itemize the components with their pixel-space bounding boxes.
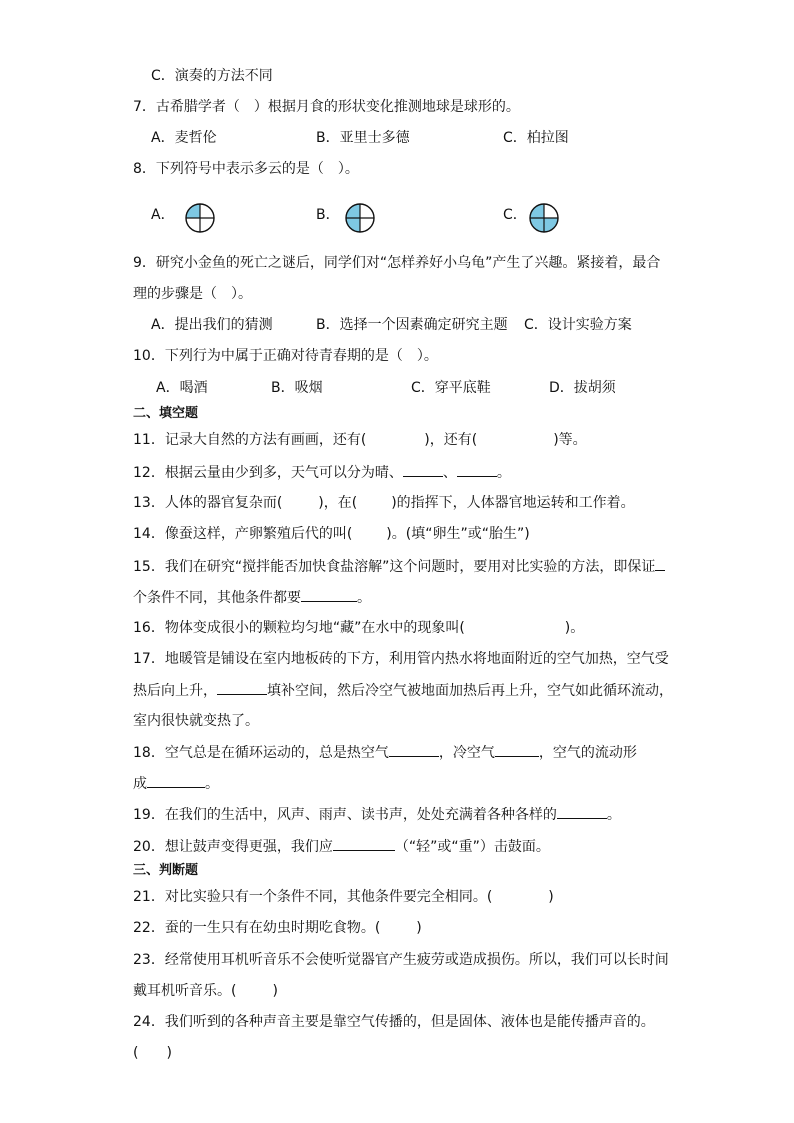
q12-blank-2[interactable]	[457, 462, 497, 477]
q14-part-b: )。(填“卵生”或“胎生”)	[386, 526, 530, 542]
q9-option-a: A．提出我们的猜测	[151, 317, 273, 333]
q18-blank-3[interactable]	[147, 773, 205, 788]
section-title-true-false: 三、判断题	[133, 863, 199, 878]
q12-part-b: 、	[442, 465, 457, 481]
q13-part-c: )的指挥下，人体器官地运转和工作着。	[391, 495, 635, 511]
q7-option-a: A．麦哲伦	[151, 130, 217, 146]
q19-blank[interactable]	[557, 804, 607, 819]
q17-line2	[133, 680, 673, 701]
q15-part-b: 个条件不同，其他条件都要	[133, 590, 301, 606]
q20-part-b: （“轻”或“重”）击鼓面。	[394, 839, 550, 855]
q19-part-a: 19．在我们的生活中，风声、雨声、读书声，处处充满着各种各样的	[133, 807, 557, 823]
q17-part-a: 热后向上升，	[133, 683, 217, 699]
q9-text-line2: 理的步骤是（ ）。	[133, 286, 252, 302]
q10-option-a: A．喝酒	[156, 380, 208, 396]
q12-part-c: 。	[496, 465, 511, 481]
q21	[133, 887, 554, 907]
q14	[133, 524, 530, 544]
q15-blank-1[interactable]	[655, 556, 665, 571]
q11-part-c: )等。	[553, 432, 587, 448]
q20-part-a: 20．想让鼓声变得更强，我们应	[133, 839, 333, 855]
q10-option-d: D．拔胡须	[549, 380, 616, 396]
q11-part-b: )，还有(	[424, 432, 478, 448]
q18-blank-2[interactable]	[495, 742, 539, 757]
q12-part-a: 12．根据云量由少到多，天气可以分为晴、	[133, 465, 403, 481]
cloud-cover-symbol-a	[184, 202, 216, 234]
q19-part-b: 。	[606, 807, 621, 823]
q23-line2	[133, 981, 278, 1001]
q19	[133, 804, 621, 825]
q22-part-b: )	[416, 920, 422, 936]
q15-part-a: 15．我们在研究“搅拌能否加快食盐溶解”这个问题时，要用对比实验的方法，即保证	[133, 559, 656, 575]
q15-part-c: 。	[357, 590, 371, 606]
q13	[133, 493, 635, 513]
q24-part-a: (	[133, 1045, 139, 1061]
q18-blank-1[interactable]	[389, 742, 439, 757]
q10-text: 10．下列行为中属于正确对待青春期的是（ ）。	[133, 348, 438, 364]
q23-line1: 23．经常使用耳机听音乐不会使听觉器官产生疲劳或造成损伤。所以，我们可以长时间	[133, 952, 669, 968]
q20-blank[interactable]	[333, 836, 395, 851]
q20	[133, 836, 550, 857]
q9-option-b: B．选择一个因素确定研究主题	[316, 317, 508, 333]
q9-text-line1: 9．研究小金鱼的死亡之谜后，同学们对“怎样养好小乌龟”产生了兴趣。紧接着，最合	[133, 255, 661, 271]
q13-part-b: )，在(	[318, 495, 358, 511]
q24-line1: 24．我们听到的各种声音主要是靠空气传播的，但是固体、液体也是能传播声音的。	[133, 1014, 655, 1030]
q11	[133, 430, 587, 450]
q9-option-c: C．设计实验方案	[524, 317, 632, 333]
q16	[133, 618, 584, 638]
cloud-cover-symbol-b	[344, 202, 376, 234]
q8-option-c: C．	[503, 207, 527, 223]
q22	[133, 918, 422, 938]
q7-option-c: C．柏拉图	[503, 130, 569, 146]
q18-part-b: ，冷空气	[438, 745, 495, 761]
q10-option-c: C．穿平底鞋	[411, 380, 491, 396]
q10-option-b: B．吸烟	[271, 380, 323, 396]
q24-line2	[133, 1043, 172, 1063]
section-title-fill-blank: 二、填空题	[133, 406, 199, 421]
q15-line1	[133, 556, 665, 577]
q18-line1	[133, 742, 637, 763]
q18-part-d: 成	[133, 776, 147, 792]
q13-part-a: 13．人体的器官复杂而(	[133, 495, 283, 511]
q16-part-a: 16．物体变成很小的颗粒均匀地“藏”在水中的现象叫(	[133, 620, 465, 636]
q8-text: 8．下列符号中表示多云的是（ ）。	[133, 161, 359, 177]
q17-line1: 17．地暖管是铺设在室内地板砖的下方，利用管内热水将地面附近的空气加热，空气受	[133, 651, 669, 667]
q24-part-b: )	[166, 1045, 172, 1061]
q16-part-b: )。	[564, 620, 585, 636]
q17-line3: 室内很快就变热了。	[133, 713, 259, 729]
q18-part-a: 18．空气总是在循环运动的，总是热空气	[133, 745, 389, 761]
q6-option-c: C．演奏的方法不同	[151, 68, 273, 84]
q11-part-a: 11．记录大自然的方法有画画，还有(	[133, 432, 367, 448]
q22-part-a: 22．蚕的一生只有在幼虫时期吃食物。(	[133, 920, 381, 936]
q17-part-b: 填补空间，然后冷空气被地面加热后再上升，空气如此循环流动，	[267, 683, 673, 699]
q18-part-c: ，空气的流动形	[538, 745, 637, 761]
q14-part-a: 14．像蚕这样，产卵繁殖后代的叫(	[133, 526, 353, 542]
q18-line2	[133, 773, 219, 794]
q23-part-b: )	[272, 983, 278, 999]
q23-part-a: 戴耳机听音乐。(	[133, 983, 237, 999]
q12	[133, 462, 511, 483]
q15-blank-2[interactable]	[301, 587, 357, 602]
q7-option-b: B．亚里士多德	[316, 130, 410, 146]
q17-blank[interactable]	[217, 680, 267, 695]
cloud-cover-symbol-c	[528, 202, 560, 234]
q7-text: 7．古希腊学者（ ）根据月食的形状变化推测地球是球形的。	[133, 99, 520, 115]
q8-option-b: B．	[316, 207, 340, 223]
q15-line2	[133, 587, 371, 608]
q21-part-b: )	[548, 889, 554, 905]
q18-part-e: 。	[205, 776, 219, 792]
q12-blank-1[interactable]	[403, 462, 443, 477]
q8-option-a: A．	[151, 207, 175, 223]
q21-part-a: 21．对比实验只有一个条件不同，其他条件要完全相同。(	[133, 889, 493, 905]
